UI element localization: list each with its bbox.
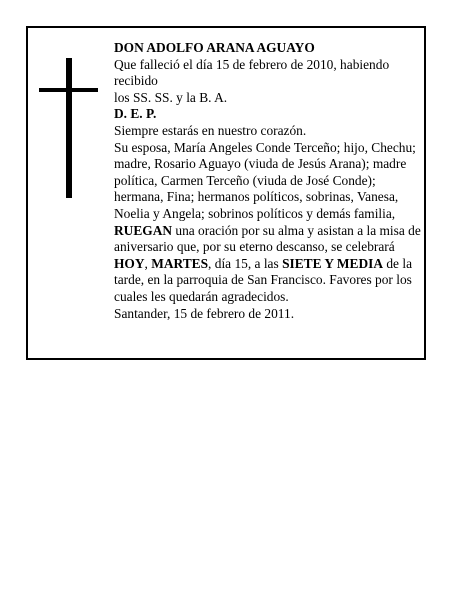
- cross-icon: [66, 58, 72, 198]
- family-paragraph: Su esposa, María Angeles Conde Terceño; hijo, Chechu; madre, Rosario Aguayo (viuda de Jesús Arana); madre política, Carmen Terceño (viuda de José Conde); hermana, Fina; hermanos políticos, sobrinas, Vanesa, Noelia y Angela; sobrinos políticos y demás familia,: [114, 139, 416, 221]
- hoy-word: HOY: [114, 255, 145, 271]
- notice-text: [114, 40, 424, 322]
- deceased-name: DON ADOLFO ARANA AGUAYO: [114, 40, 315, 55]
- cross-icon-bar: [39, 88, 98, 92]
- ruegan-word: RUEGAN: [114, 222, 173, 238]
- sacraments-line: los SS. SS. y la B. A.: [114, 89, 228, 105]
- closing-line: Santander, 15 de febrero de 2011.: [114, 305, 295, 321]
- death-line: Que falleció el día 15 de febrero de 2010, habiendo recibido: [114, 56, 390, 89]
- martes-word: MARTES: [151, 255, 209, 271]
- memorial-line: Siempre estarás en nuestro corazón.: [114, 122, 307, 138]
- dep-heading: D. E. P.: [114, 106, 157, 122]
- time-words: SIETE Y MEDIA: [282, 255, 384, 271]
- obituary-notice: [26, 26, 426, 360]
- request-paragraph: RUEGAN una oración por su alma y asistan a la misa de aniversario que, por su eterno descanso, se celebrará HOY, MARTES, día 15, a las SIETE Y MEDIA de la tarde, en la parroquia de San Francisco. Favores por los cuales les quedarán agradecidos.: [114, 222, 421, 304]
